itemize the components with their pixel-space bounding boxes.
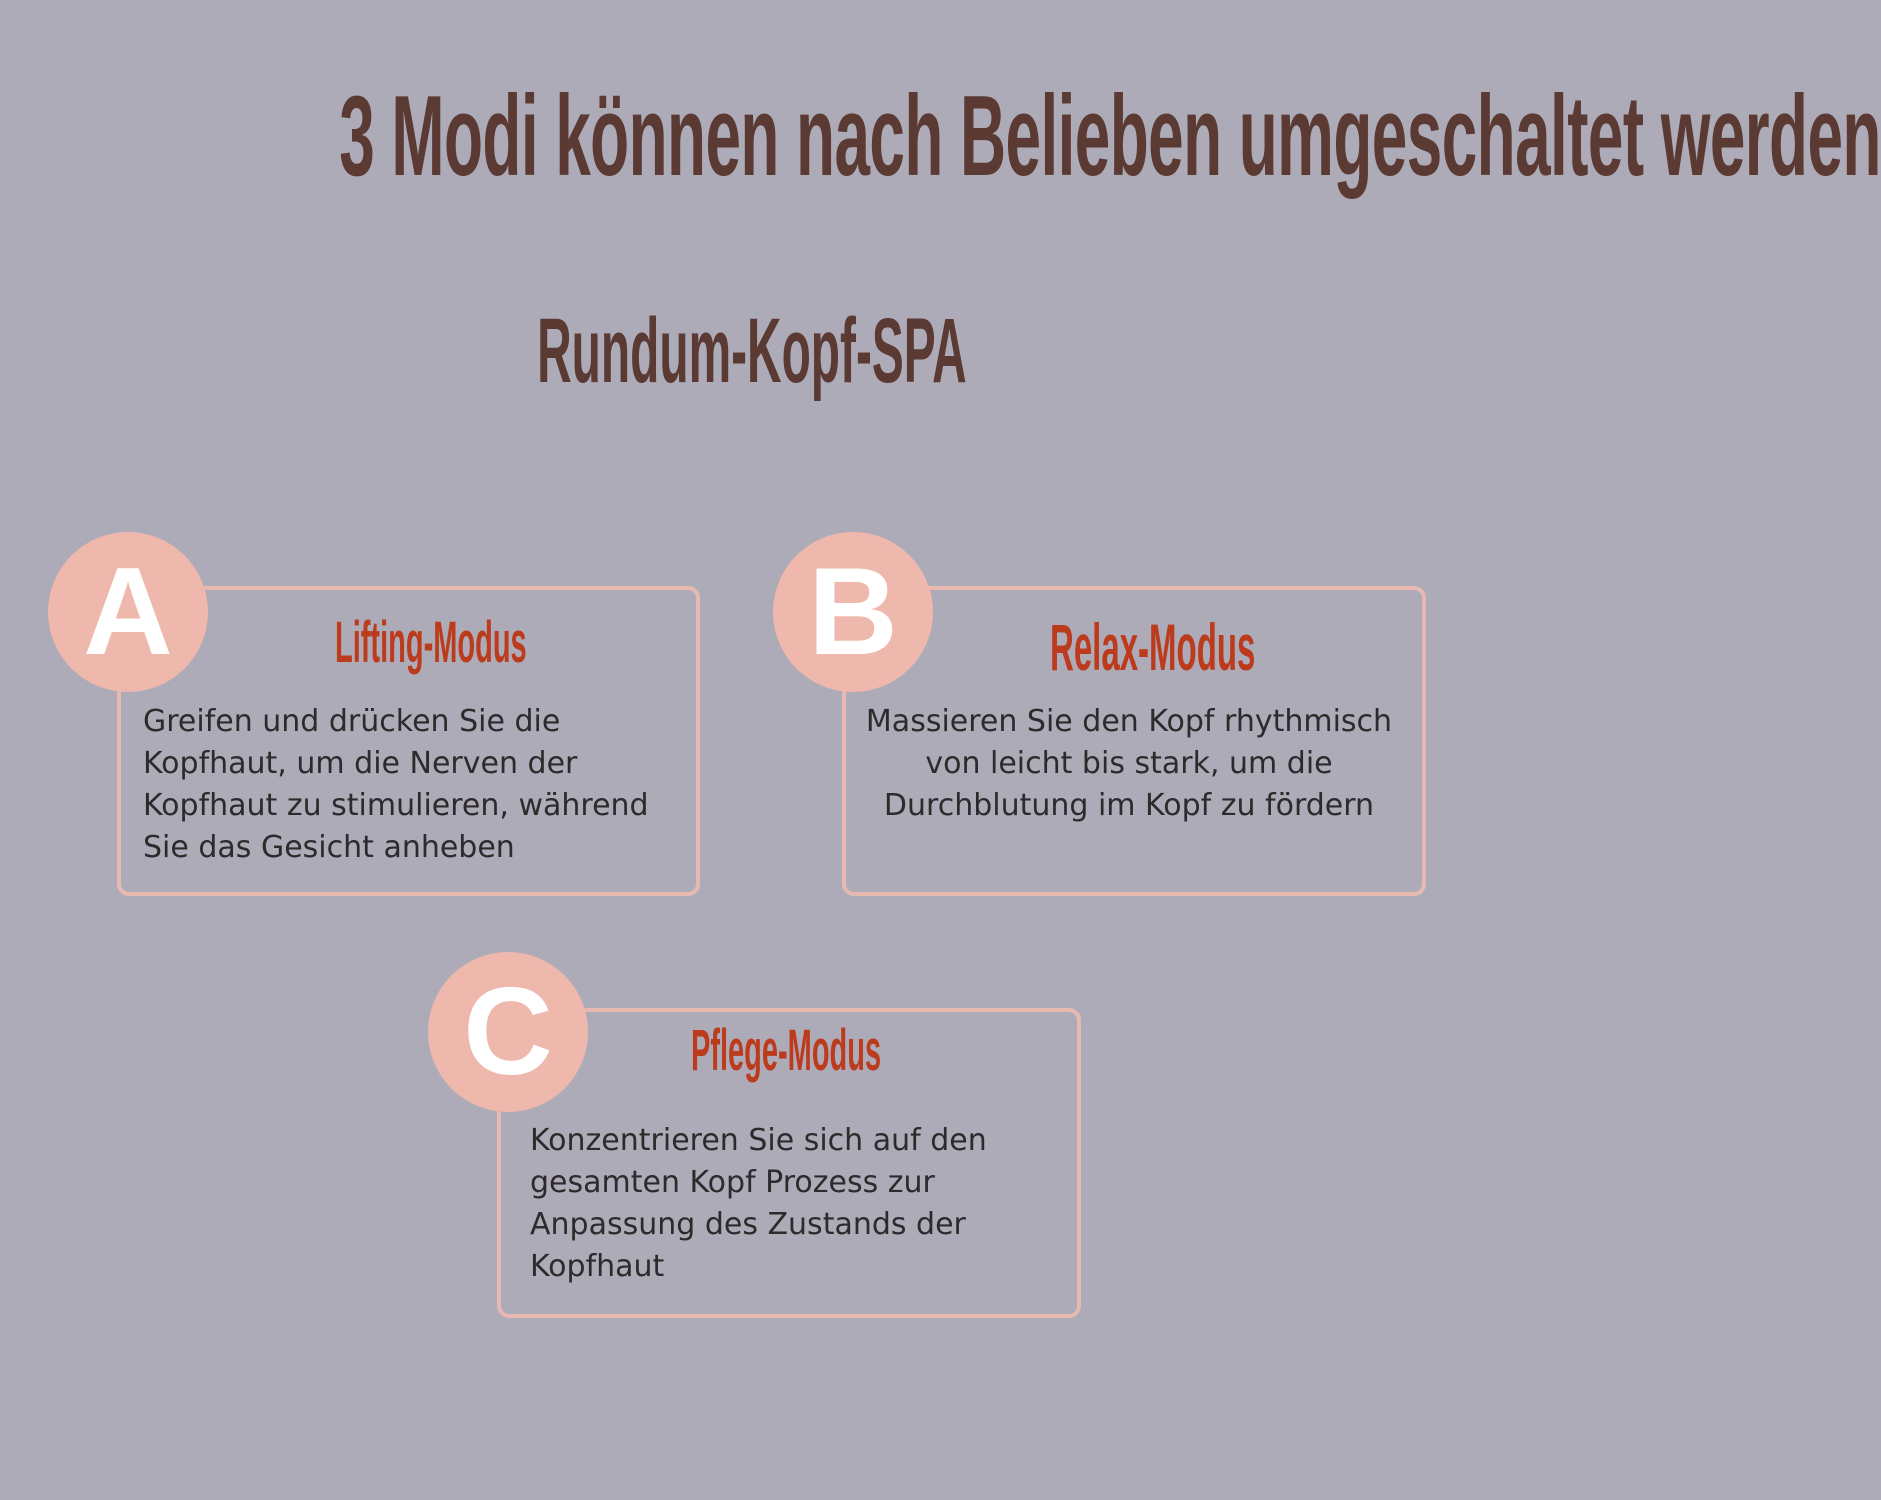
mode-c-title: Pflege-Modus xyxy=(691,1018,882,1083)
mode-c-badge: C xyxy=(428,952,588,1112)
page-title: 3 Modi können nach Belieben umgeschaltet werden xyxy=(339,73,1881,200)
page-subtitle: Rundum-Kopf-SPA xyxy=(537,300,967,402)
mode-b-badge: B xyxy=(773,532,933,692)
mode-a-description: Greifen und drücken Sie die Kopfhaut, um die Nerven der Kopfhaut zu stimulieren, während Sie das Gesicht anheben xyxy=(143,704,649,865)
mode-b-description: Massieren Sie den Kopf rhythmisch von leicht bis stark, um die Durchblutung im Kopf zu fördern xyxy=(865,704,1393,823)
mode-b-title: Relax-Modus xyxy=(1050,610,1256,684)
mode-c-description: Konzentrieren Sie sich auf den gesamten Kopf Prozess zur Anpassung des Zustands der Kopfhaut xyxy=(530,1123,987,1284)
mode-a-title: Lifting-Modus xyxy=(335,610,527,675)
mode-a-badge: A xyxy=(48,532,208,692)
